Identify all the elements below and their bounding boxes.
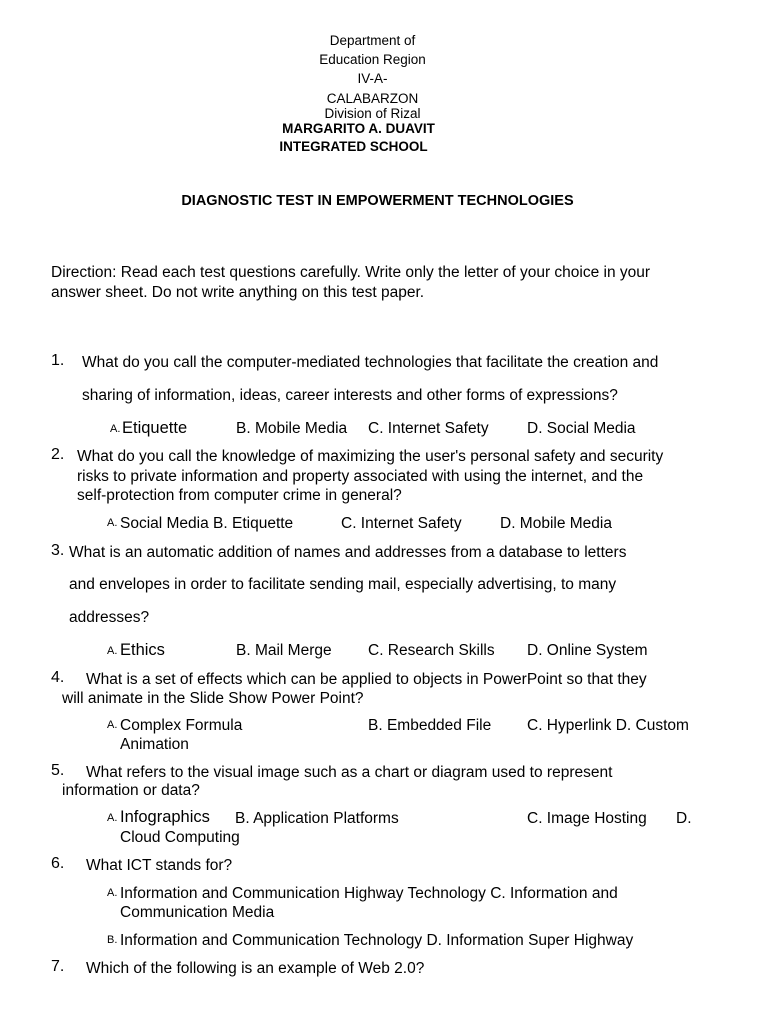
question-1-choice-a-letter: A. xyxy=(110,423,121,435)
question-5-number: 5. xyxy=(51,762,65,779)
question-2-choice-a-letter: A. xyxy=(107,517,118,529)
question-1-line-1: What do you call the computer-mediated technologies that facilitate the creation and xyxy=(82,354,659,371)
question-2-line-2: risks to private information and property associated with using the internet, and the xyxy=(77,468,644,485)
question-2-choice-a: Social Media B. Etiquette xyxy=(120,515,294,532)
question-6-choice-b-letter: B. xyxy=(107,934,118,946)
question-3-choice-c: C. Research Skills xyxy=(368,642,495,659)
direction-line-1: Direction: Read each test questions carefully. Write only the letter of your choice in your xyxy=(51,264,651,281)
question-4-number: 4. xyxy=(51,669,65,686)
header-region-name: CALABARZON xyxy=(326,91,419,106)
question-1-line-2: sharing of information, ideas, career interests and other forms of expressions? xyxy=(82,387,618,404)
header-school-type: INTEGRATED SCHOOL xyxy=(279,139,428,154)
question-2-number: 2. xyxy=(51,446,65,463)
question-3-choice-a-letter: A. xyxy=(107,645,118,657)
question-1-number: 1. xyxy=(51,352,65,369)
question-6-choice-a-letter: A. xyxy=(107,887,118,899)
question-3-choice-a: Ethics xyxy=(120,641,165,659)
question-4-choice-b: B. Embedded File xyxy=(368,717,492,734)
question-5-choice-d-continued: Cloud Computing xyxy=(120,829,240,846)
question-3-number: 3. xyxy=(51,542,65,559)
question-4-choice-a-letter: A. xyxy=(107,719,118,731)
question-7-number: 7. xyxy=(51,958,65,975)
question-5-choice-b: B. Application Platforms xyxy=(235,810,399,827)
question-5-choice-a-letter: A. xyxy=(107,812,118,824)
header-education-region: Education Region xyxy=(319,52,426,67)
question-2-line-1: What do you call the knowledge of maximizing the user's personal safety and security xyxy=(77,448,664,465)
header-region-code: IV-A- xyxy=(357,71,388,86)
question-5-line-2: information or data? xyxy=(62,782,200,799)
question-1-choice-c: C. Internet Safety xyxy=(368,420,489,437)
question-6-choice-a: Information and Communication Highway Technology C. Information and xyxy=(120,885,618,902)
question-3-line-1: What is an automatic addition of names and addresses from a database to letters xyxy=(69,544,627,561)
question-1-choice-d: D. Social Media xyxy=(527,420,636,437)
question-2-choice-d: D. Mobile Media xyxy=(500,515,612,532)
question-4-choice-d-continued: Animation xyxy=(120,736,189,753)
page-title: DIAGNOSTIC TEST IN EMPOWERMENT TECHNOLOGIES xyxy=(181,193,574,209)
question-6-choice-b: Information and Communication Technology D. Information Super Highway xyxy=(120,932,634,949)
question-5-choice-c: C. Image Hosting xyxy=(527,810,647,827)
header-division: Division of Rizal xyxy=(324,106,421,121)
question-6-line-1: What ICT stands for? xyxy=(86,857,233,874)
question-6-number: 6. xyxy=(51,855,65,872)
question-1-choice-a: Etiquette xyxy=(122,419,188,437)
question-2-line-3: self-protection from computer crime in general? xyxy=(77,487,402,504)
question-6-choice-c-continued: Communication Media xyxy=(120,904,275,921)
question-7-line-1: Which of the following is an example of Web 2.0? xyxy=(86,960,425,977)
question-3-line-2: and envelopes in order to facilitate sending mail, especially advertising, to many xyxy=(69,576,617,593)
direction-line-2: answer sheet. Do not write anything on this test paper. xyxy=(51,284,425,301)
question-5-choice-a: Infographics xyxy=(120,808,210,826)
question-4-choice-c: C. Hyperlink D. Custom xyxy=(527,717,689,734)
header-school-name: MARGARITO A. DUAVIT xyxy=(282,121,435,136)
question-5-line-1: What refers to the visual image such as a chart or diagram used to represent xyxy=(86,764,613,781)
question-4-line-1: What is a set of effects which can be applied to objects in PowerPoint so that they xyxy=(86,671,647,688)
question-5-choice-d: D. xyxy=(676,810,692,827)
question-2-choice-c: C. Internet Safety xyxy=(341,515,462,532)
question-3-line-3: addresses? xyxy=(69,609,150,626)
question-4-line-2: will animate in the Slide Show Power Point? xyxy=(62,690,364,707)
question-1-choice-b: B. Mobile Media xyxy=(236,420,348,437)
question-3-choice-d: D. Online System xyxy=(527,642,648,659)
header-department: Department of xyxy=(329,33,416,48)
question-4-choice-a: Complex Formula xyxy=(120,717,243,734)
question-3-choice-b: B. Mail Merge xyxy=(236,642,332,659)
